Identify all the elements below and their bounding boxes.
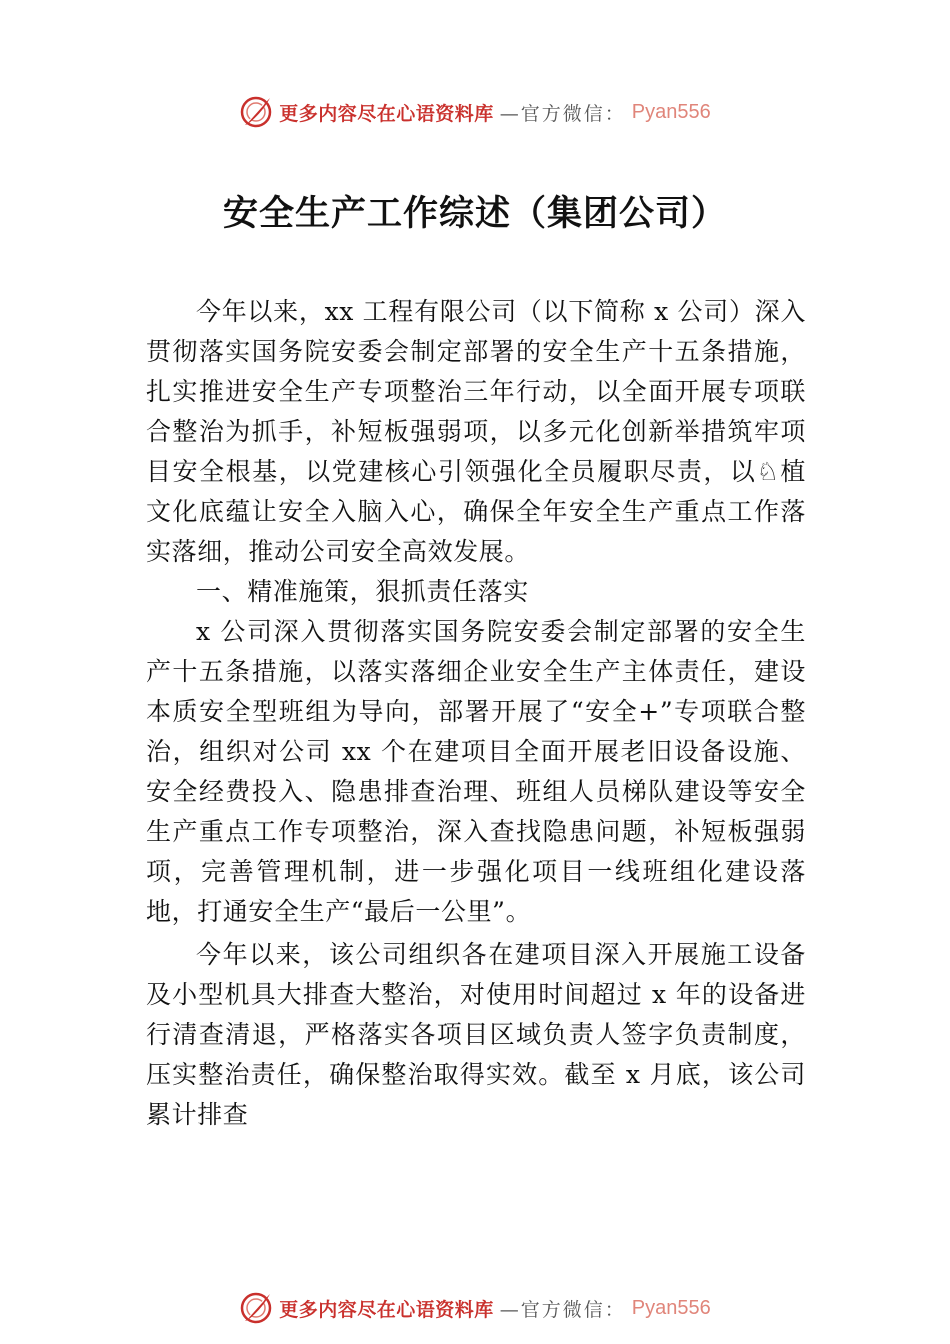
intro-paragraph: 今年以来，xx 工程有限公司（以下简称 x 公司）深入贯彻落实国务院安委会制定部署的安全生产十五条措施，扎实推进安全生产专项整治三年行动，以全面开展专项联合整治为抓手，补短板强弱项，以多元化创新举措筑牢项目安全根基，以党建核心引领强化全员履职尽责，以♘植文化底蕴让安全入脑入心，确保全年安全生产重点工作落实落细，推动公司安全高效发展。: [146, 297, 806, 566]
header-watermark: [0, 92, 950, 132]
watermark-brand-text: 更多内容尽在心语资料库: [279, 1298, 494, 1321]
footer-watermark: [0, 1288, 950, 1328]
watermark-wechat-id: Pyan556: [631, 1296, 711, 1319]
watermark-wechat-label: —官方微信：: [499, 1298, 626, 1321]
watermark-wechat-label: —官方微信：: [499, 102, 626, 125]
section-paragraph-1: x 公司深入贯彻落实国务院安委会制定部署的安全生产十五条措施，以落实落细企业安全生产主体责任，建设本质安全型班组为导向，部署开展了“安全+”专项联合整治，组织对公司 xx 个在建项目全面开展老旧设备设施、安全经费投入、隐患排查治理、班组人员梯队建设等安全生产重点工作专项整治，深入查找隐患问题，补短板强弱项，完善管理机制，进一步强化项目一线班组化建设落地，打通安全生产“最后一公里”。: [146, 617, 806, 926]
document-body: [146, 292, 806, 1135]
watermark-brand-text: 更多内容尽在心语资料库: [279, 102, 494, 125]
watermark-wechat-id: Pyan556: [631, 100, 711, 123]
feather-pen-seal-icon: [239, 1291, 273, 1325]
feather-pen-seal-icon: [239, 95, 273, 129]
section-paragraph-2: 今年以来，该公司组织各在建项目深入开展施工设备及小型机具大排查大整治，对使用时间超过 x 年的设备进行清查清退，严格落实各项目区域负责人签字负责制度，压实整治责任，确保整治取得实效。截至 x 月底，该公司累计排查: [146, 940, 806, 1129]
document-title: 安全生产工作综述（集团公司）: [222, 193, 727, 234]
section-heading: 一、精准施策，狠抓责任落实: [196, 577, 529, 606]
